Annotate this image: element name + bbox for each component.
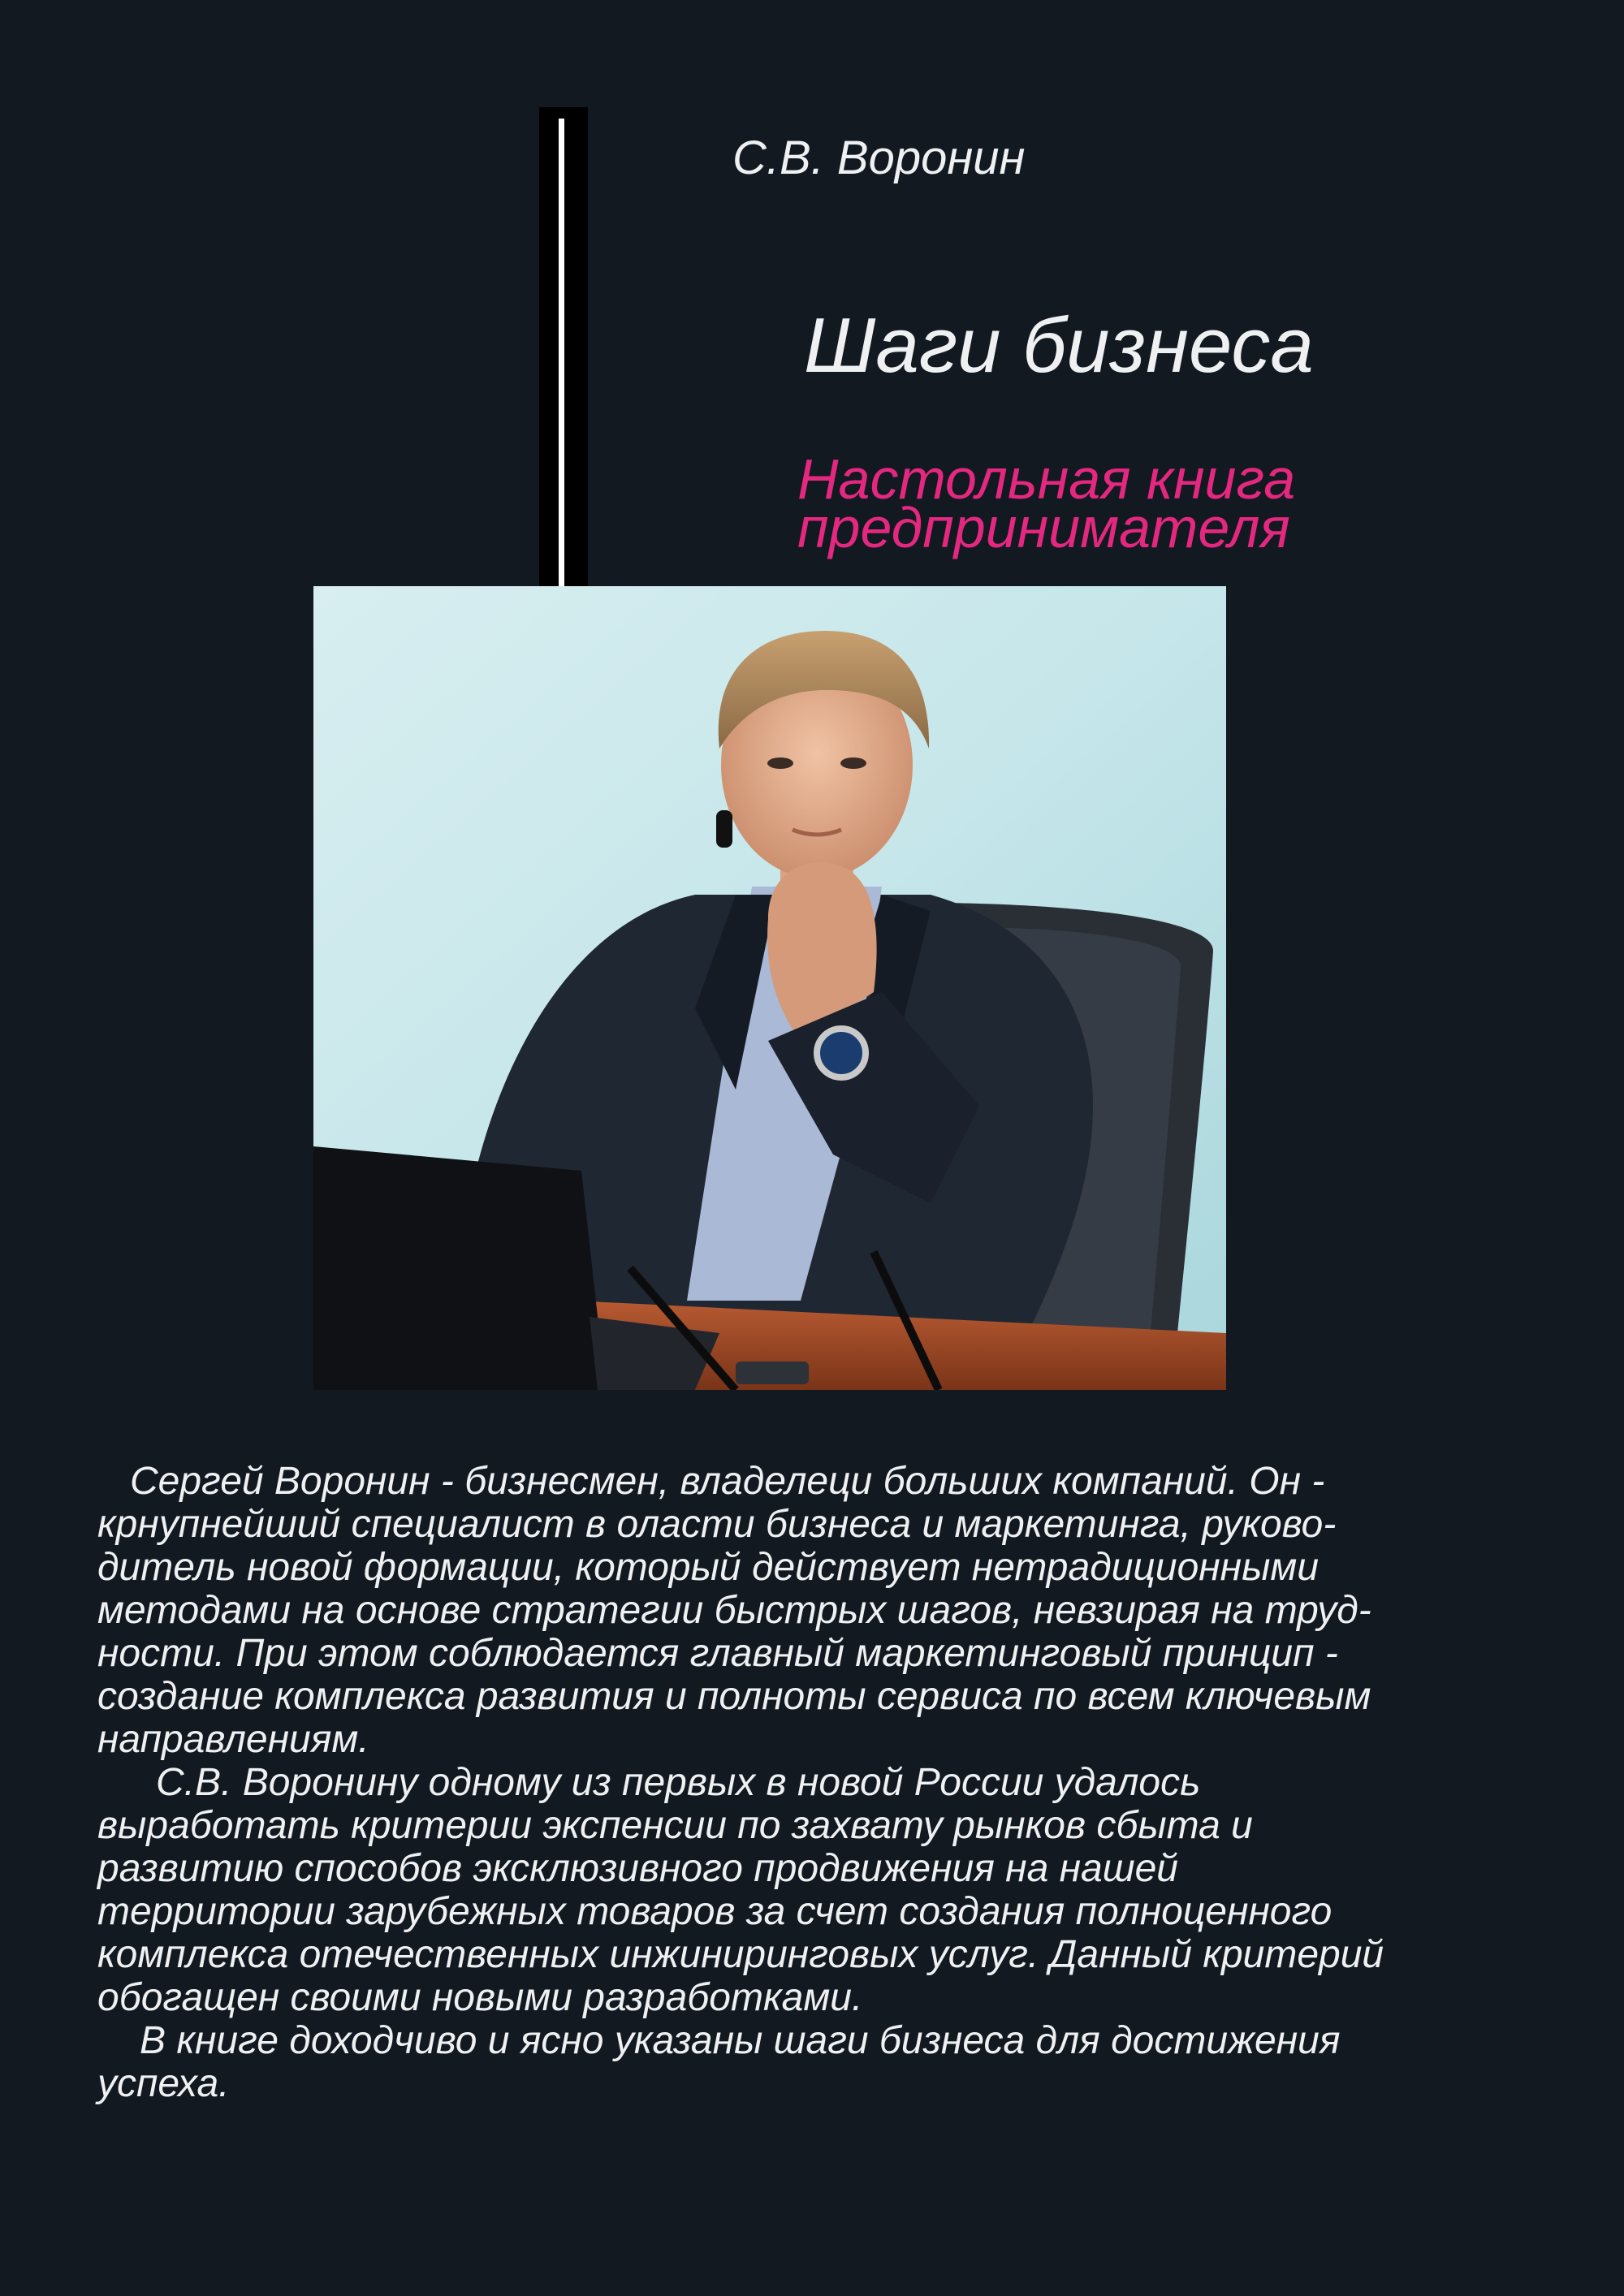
description-line: ности. При этом соблюдается главный маркетинговый принцип - (97, 1632, 1338, 1675)
photo-watch (817, 1029, 866, 1077)
photo-laptop (313, 1146, 606, 1390)
book-description (97, 1460, 1543, 2105)
decorative-vertical-line (559, 119, 564, 586)
subtitle-line-1: Настольная книга (797, 447, 1296, 511)
description-line: направлениям. (97, 1718, 369, 1761)
subtitle-line-2: предпринимателя (797, 496, 1290, 559)
description-line: обогащен своими новыми разработками. (97, 1976, 863, 2019)
book-title: Шаги бизнеса (804, 302, 1314, 389)
description-line: дитель новой формации, который действует нетрадиционными (97, 1546, 1320, 1589)
author-photo (313, 586, 1226, 1390)
description-line: С.В. Воронину одному из первых в новой России удалось (156, 1761, 1201, 1804)
description-line: методами на основе стратегии быстрых шагов, невзирая на труд- (97, 1589, 1371, 1632)
description-line: Сергей Воронин - бизнесмен, владелеци больших компаний. Он - (130, 1460, 1325, 1503)
description-line: создание комплекса развития и полноты сервиса по всем ключевым (97, 1675, 1371, 1718)
description-line: В книге доходчиво и ясно указаны шаги бизнеса для достижения (140, 2019, 1341, 2062)
book-subtitle (797, 447, 1296, 559)
description-line: выработать критерии экспенсии по захвату рынков сбыта и (97, 1804, 1253, 1847)
description-line: развитию способов эксклюзивного продвижения на нашей (97, 1847, 1178, 1890)
description-line: территории зарубежных товаров за счет создания полноценного (97, 1890, 1332, 1933)
description-line: крнупнейший специалист в оласти бизнеса и маркетинга, руково- (97, 1503, 1337, 1546)
author-name: С.В. Воронин (732, 132, 1026, 184)
description-line: успеха. (97, 2062, 230, 2105)
decorative-vertical-bar (539, 107, 588, 586)
description-line: комплекса отечественных инжиниринговых услуг. Данный критерий (97, 1933, 1384, 1976)
